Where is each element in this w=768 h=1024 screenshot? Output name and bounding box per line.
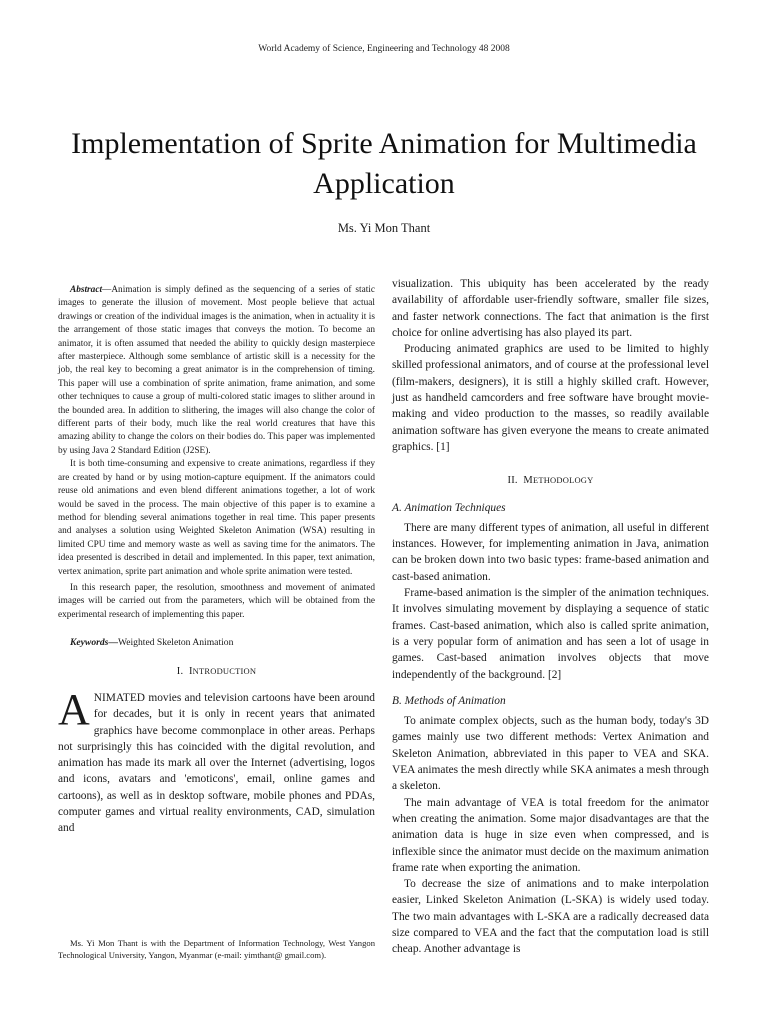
right-paragraph-7: To decrease the size of animations and to make interpolation easier, Linked Skeleton Animation (L-SKA) is widely used today. The two main advantages with L-SKA are a radically decreased data size compared to VEA and the fact that the computation load is still cheap. Another advantage is: [392, 878, 709, 956]
section-2-title-rest: ETHODOLOGY: [532, 475, 594, 486]
footnote-text: Ms. Yi Mon Thant is with the Department of Information Technology, West Yangon Technological University, Yangon, Myanmar (e-mail: yimthant@ gmail.com).: [58, 938, 375, 960]
right-paragraph-6: The main advantage of VEA is total freedom for the animator when creating the animation. Some major disadvantages are that the animation data is huge in size even when compressed, and is inflexible since the animator must decide on the maximum animation frame rate when exporting the animation.: [392, 796, 709, 874]
keywords-dash: —: [108, 637, 118, 649]
intro-smallcaps-word: NIMATED: [93, 691, 146, 704]
right-paragraph-1: visualization. This ubiquity has been accelerated by the ready availability of affordable user-friendly software, smaller file sizes, and faster network connections. The fact that animation is the first choice for online advertising has also played its part.: [392, 278, 709, 339]
subsection-a-heading: A. Animation Techniques: [392, 501, 506, 514]
right-paragraph-2: Producing animated graphics are used to be limited to highly skilled professional animators, and of course at the professional level (film-makers, designers), it is still a highly skilled craft. However, just as handheld camcorders and free software have brought movie-making and video production to the masses, so readily available animation software has given everyone the means to create animated graphics. [1]: [392, 343, 709, 453]
abstract-paragraph-2: It is both time-consuming and expensive to create animations, regardless if they are created by hand or by using motion-capture equipment. If the animators could reuse old animations and even blend different animations together, a lot of work would be saved in the process. The main objective of this paper is to examine a method for blending several animations together in real time. This paper presents and analyses a solution using Weighted Skeleton Animation (WSA) resulting in limited CPU time and memory waste as well as saving time for the animators. The idea presented is described in detail and implemented. In this paper, text animation, vertex animation, sprite part animation and whole sprite animation were tested.: [58, 459, 375, 577]
abstract-label: Abstract: [70, 285, 103, 295]
paper-title: Implementation of Sprite Animation for Multimedia Application: [71, 127, 697, 200]
drop-cap: A: [58, 684, 90, 734]
section-1-title-rest: NTRODUCTION: [192, 665, 257, 676]
keywords-text: Weighted Skeleton Animation: [117, 637, 234, 649]
right-paragraph-4: Frame-based animation is the simpler of the animation techniques. It involves simulating movement by displaying a sequence of static frames. Cast-based animation, which also is called sprite animation, is a very popular form of animation and has seen a lot of usage in games. Cast-based animation involves objects that move independently of the background. [2]: [392, 587, 709, 681]
left-column: [58, 284, 375, 837]
right-column: [392, 276, 709, 958]
intro-text: movies and television cartoons have been around for decades, but it is only in recent years that animated graphics have become commonplace in other areas. Perhaps not surprisingly this has coincided with the digital revolution, and animation has made its mark all over the Internet (advertising, logos and icons, avatars and 'emoticons', email, online games and cartoons), as well as in desktop software, mobile phones and PDAs, computer games and virtual reality environments, CAD, simulation and: [58, 691, 375, 835]
keywords-label: Keywords: [70, 637, 109, 649]
right-paragraph-3: There are many different types of animation, all useful in different instances. However, for implementing animation in Java, animation can be broken down into two basic types: frame-based animation and cast-based animation.: [392, 521, 709, 583]
author-footnote: [58, 938, 375, 961]
abstract-dash: —: [102, 285, 112, 295]
section-heading-methodology: [392, 472, 709, 489]
running-header: World Academy of Science, Engineering and Technology 48 2008: [258, 44, 510, 54]
abstract-paragraph-1: [58, 284, 375, 458]
section-1-number: I.: [176, 665, 184, 677]
author-name: Ms. Yi Mon Thant: [337, 221, 431, 235]
section-1-first-letter: I: [188, 665, 193, 677]
section-2-number: II.: [507, 475, 518, 487]
right-paragraph-5: To animate complex objects, such as the human body, today's 3D games mainly use two different methods: Vertex Animation and Skeleton Animation, abbreviated in this paper to VEA and SKA. VEA animates the mesh directly while SKA animates a mesh through a skeleton.: [392, 715, 709, 793]
abstract-paragraph-3: In this research paper, the resolution, smoothness and movement of animated images will be carried out from the parameters, which will be obtained from the experimental research of implementing this paper.: [58, 582, 375, 620]
introduction-paragraph: [58, 684, 375, 837]
keywords-line: [58, 636, 375, 649]
section-2-first-letter: M: [523, 475, 533, 487]
section-heading-introduction: [58, 665, 375, 678]
abstract-text-1: Animation is simply defined as the sequencing of a series of static images to generate the illusion of movement. Most people believe that actual drawings or creation of the individual images is the animation, when in actuality it is the arrangement of those static images that conveys the motion. To become an animator, it is often assumed that needed the ability to quickly design masterpiece after masterpiece. Although some semblance of artistic skill is a necessity for the job, the real key to becoming a great animator is in the comprehension of timing. This paper will use a combination of sprite animation, frame animation, and some other techniques to cause a group of multi-colored static images to slither around in the bounded area. In addition to slithering, the images will also change the color of different parts of their body, much like the real world creatures that have this amazing ability to change the colors on their bodies do. This paper was implemented by using Java 2 Standard Edition (J2SE).: [58, 285, 375, 456]
subsection-b-heading: B. Methods of Animation: [392, 694, 506, 707]
